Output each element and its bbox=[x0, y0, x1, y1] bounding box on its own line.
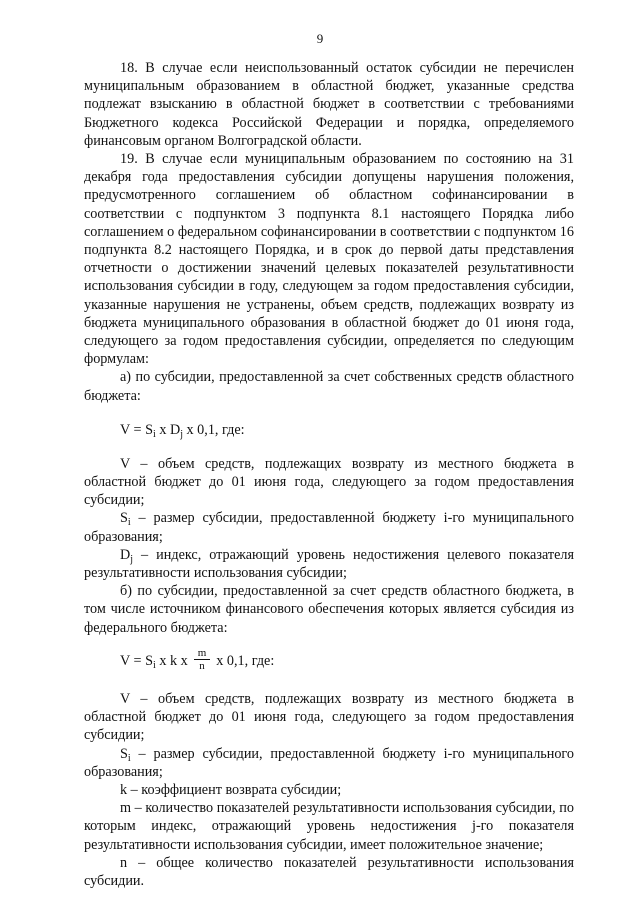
formula-b-fraction bbox=[194, 647, 211, 672]
formula-a bbox=[84, 421, 574, 439]
formula-a-lhs: V = S bbox=[120, 421, 153, 438]
definition-v-a: V – объем средств, подлежащих возврату из местного бюджета в областной бюджет до 01 июня года, следующего за годом предоставления субсидии; bbox=[84, 455, 574, 509]
formula-b-mid: x k x bbox=[155, 652, 188, 669]
formula-a-mid: x D bbox=[155, 421, 181, 438]
formula-b-rhs: x 0,1, где: bbox=[216, 652, 275, 669]
fraction-numerator: m bbox=[194, 647, 211, 660]
definition-s-a-sub: i bbox=[127, 517, 131, 529]
definition-d-a-sub: j bbox=[130, 553, 134, 565]
fraction-denominator: n bbox=[199, 659, 205, 672]
formula-b-lhs: V = S bbox=[120, 652, 153, 669]
formula-a-sub-i: i bbox=[152, 428, 156, 440]
paragraph-b: б) по субсидии, предоставленной за счет средств областного бюджета, в том числе источником финансового обеспечения которых является субсидия из федерального бюджета: bbox=[84, 583, 574, 636]
definition-v-b: V – объем средств, подлежащих возврату из местного бюджета в областной бюджет до 01 июня года, следующего за годом предоставления субсидии; bbox=[84, 690, 574, 744]
definition-s-b-sub: i bbox=[127, 752, 131, 764]
definition-d-a-symbol: D bbox=[120, 546, 131, 563]
paragraph-a: а) по субсидии, предоставленной за счет собственных средств областного бюджета: bbox=[84, 369, 574, 404]
definition-d-a bbox=[84, 546, 574, 582]
formula-b-sub-i: i bbox=[152, 659, 156, 671]
definition-k: k – коэффициент возврата субсидии; bbox=[120, 781, 342, 798]
formula-a-rhs: x 0,1, где: bbox=[182, 421, 245, 438]
definition-s-b bbox=[84, 745, 574, 781]
page-number: 9 bbox=[316, 31, 324, 46]
definition-s-b-text: – размер субсидии, предоставленной бюджету i-го муниципального образования; bbox=[84, 745, 574, 780]
definition-n: n – общее количество показателей результативности использования субсидии. bbox=[84, 854, 574, 889]
paragraph-18: 18. В случае если неиспользованный остаток субсидии не перечислен муниципальным образованием в областной бюджет, указанные средства подлежат взысканию в областной бюджет в соответствии с требованиями Бюджетного кодекса Российской Федерации и порядка, определяемого финансовым органом Волгоградской области. bbox=[84, 60, 574, 149]
definition-d-a-text: – индекс, отражающий уровень недостижения целевого показателя результативности использования субсидии; bbox=[84, 546, 574, 582]
definition-s-a bbox=[84, 509, 574, 545]
paragraph-19: 19. В случае если муниципальным образованием по состоянию на 31 декабря года предоставления субсидии допущены нарушения положения, предусмотренного соглашением об областном софинансировании в соответствии с подпунктом 3 подпункта 8.1 настоящего Порядка либо соглашением о федеральном софинансировании в соответствии с подпунктом 16 подпункта 8.2 настоящего Порядка, и в срок до первой даты представления отчетности о достижении значений целевых показателей результативности использования субсидии в году, следующем за годом предоставления субсидии, указанные нарушения не устранены, объем средств, подлежащих возврату из бюджета муниципального образования в областной бюджет до 01 июня года, следующего за годом предоставления субсидии, определяется по следующим формулам: bbox=[84, 151, 574, 368]
definition-s-a-text: – размер субсидии, предоставленной бюджету i-го муниципального образования; bbox=[84, 510, 574, 545]
formula-a-sub-j: j bbox=[180, 428, 183, 440]
document-body bbox=[84, 59, 574, 890]
definition-m: m – количество показателей результативности использования субсидии, по которым индекс, отражающий уровень недостижения j-го показателя результативности использования субсидии, имеет положительное значение; bbox=[84, 800, 574, 853]
formula-b bbox=[84, 646, 574, 674]
definition-s-a-symbol: S bbox=[120, 510, 128, 527]
definition-s-b-symbol: S bbox=[120, 745, 128, 762]
